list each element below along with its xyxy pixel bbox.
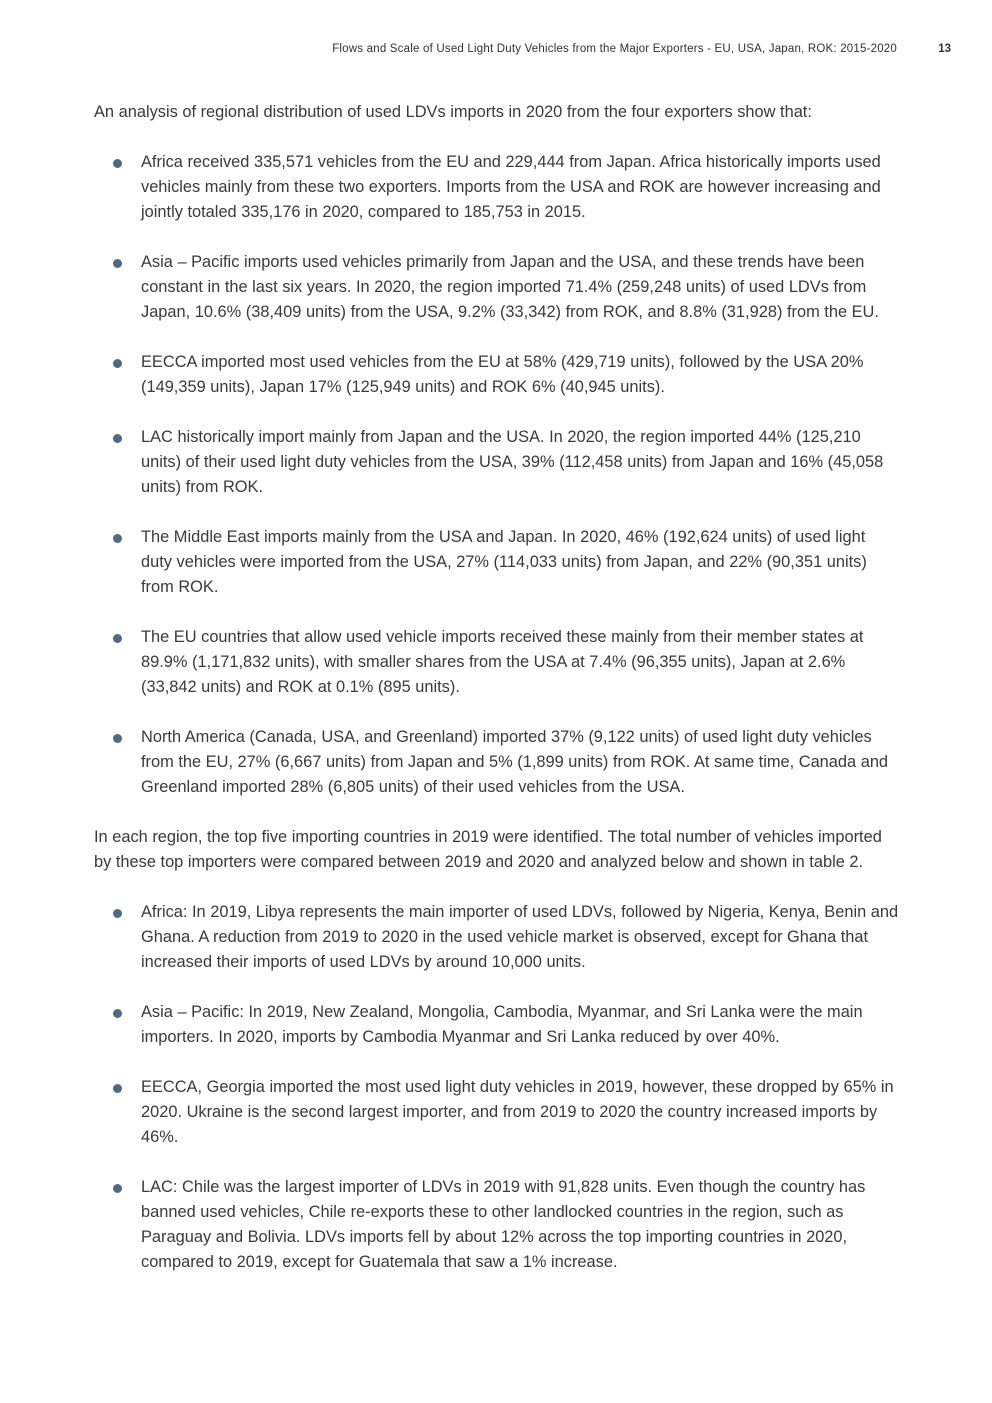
bullet-icon: [113, 534, 122, 543]
bullet-icon: [113, 1084, 122, 1093]
top-importers-list: [94, 900, 900, 1275]
list-item-asia-pacific: [94, 250, 900, 325]
list-item-text: EECCA imported most used vehicles from the EU at 58% (429,719 units), followed by the USA 20% (149,359 units), Japan 17% (125,949 units) and ROK 6% (40,945 units).: [141, 353, 864, 396]
list-item-text: LAC historically import mainly from Japan and the USA. In 2020, the region imported 44% (125,210 units) of their used light duty vehicles from the USA, 39% (112,458 units) from Japan and 16% (45,058 units) from ROK.: [141, 428, 884, 496]
list-item-asia-pacific-importers: [94, 1000, 900, 1050]
page-number: 13: [938, 43, 951, 55]
list-item-lac: [94, 425, 900, 500]
list-item-text: Africa received 335,571 vehicles from the EU and 229,444 from Japan. Africa historically imports used vehicles mainly from these two exporters. Imports from the USA and ROK are however increasing and jointly totaled 335,176 in 2020, compared to 185,753 in 2015.: [141, 153, 881, 221]
page-header: [0, 43, 992, 63]
bullet-icon: [113, 359, 122, 368]
intro-paragraph: An analysis of regional distribution of used LDVs imports in 2020 from the four exporters show that:: [94, 103, 812, 121]
bullet-icon: [113, 1009, 122, 1018]
bullet-icon: [113, 634, 122, 643]
list-item-text: Africa: In 2019, Libya represents the main importer of used LDVs, followed by Nigeria, Kenya, Benin and Ghana. A reduction from 2019 to 2020 in the used vehicle market is observed, except for Ghana that increased their imports of used LDVs by around 10,000 units.: [141, 903, 899, 971]
list-item-africa: [94, 150, 900, 225]
running-header-title: Flows and Scale of Used Light Duty Vehicles from the Major Exporters - EU, USA, Japan, ROK: 2015-2020: [332, 43, 897, 55]
list-item-text: LAC: Chile was the largest importer of LDVs in 2019 with 91,828 units. Even though the country has banned used vehicles, Chile re-exports these to other landlocked countries in the region, such as Paraguay and Bolivia. LDVs imports fell by about 12% across the top importing countries in 2020, compared to 2019, except for Guatemala that saw a 1% increase.: [141, 1178, 866, 1271]
list-item-text: Asia – Pacific imports used vehicles primarily from Japan and the USA, and these trends have been constant in the last six years. In 2020, the region imported 71.4% (259,248 units) of used LDVs from Japan, 10.6% (38,409 units) from the USA, 9.2% (33,342) from ROK, and 8.8% (31,928) from the EU.: [141, 253, 879, 321]
list-item-eu: [94, 625, 900, 700]
list-item-north-america: [94, 725, 900, 800]
list-item-eecca-importers: [94, 1075, 900, 1150]
bullet-icon: [113, 1184, 122, 1193]
list-item-text: North America (Canada, USA, and Greenland) imported 37% (9,122 units) of used light duty vehicles from the EU, 27% (6,667 units) from Japan and 5% (1,899 units) from ROK. At same time, Canada and Greenland imported 28% (6,805 units) of their used vehicles from the USA.: [141, 728, 889, 796]
list-item-text: The Middle East imports mainly from the USA and Japan. In 2020, 46% (192,624 units) of used light duty vehicles were imported from the USA, 27% (114,033 units) from Japan, and 22% (90,351 units) from ROK.: [141, 528, 867, 596]
list-item-text: Asia – Pacific: In 2019, New Zealand, Mongolia, Cambodia, Myanmar, and Sri Lanka were the main importers. In 2020, imports by Cambodia Myanmar and Sri Lanka reduced by over 40%.: [141, 1003, 863, 1046]
list-item-africa-importers: [94, 900, 900, 975]
main-content: [94, 100, 900, 1300]
regional-distribution-list: [94, 150, 900, 800]
list-item-text: The EU countries that allow used vehicle imports received these mainly from their member states at 89.9% (1,171,832 units), with smaller shares from the USA at 7.4% (96,355 units), Japan at 2.6% (33,842 units) and ROK at 0.1% (895 units).: [141, 628, 864, 696]
list-item-eecca: [94, 350, 900, 400]
list-item-text: EECCA, Georgia imported the most used light duty vehicles in 2019, however, these dropped by 65% in 2020. Ukraine is the second largest importer, and from 2019 to 2020 the country increased imports by 46%.: [141, 1078, 894, 1146]
bullet-icon: [113, 259, 122, 268]
bullet-icon: [113, 434, 122, 443]
bullet-icon: [113, 159, 122, 168]
mid-paragraph: In each region, the top five importing countries in 2019 were identified. The total number of vehicles imported by these top importers were compared between 2019 and 2020 and analyzed below and shown in table 2.: [94, 828, 882, 871]
bullet-icon: [113, 734, 122, 743]
list-item-middle-east: [94, 525, 900, 600]
bullet-icon: [113, 909, 122, 918]
list-item-lac-importers: [94, 1175, 900, 1275]
